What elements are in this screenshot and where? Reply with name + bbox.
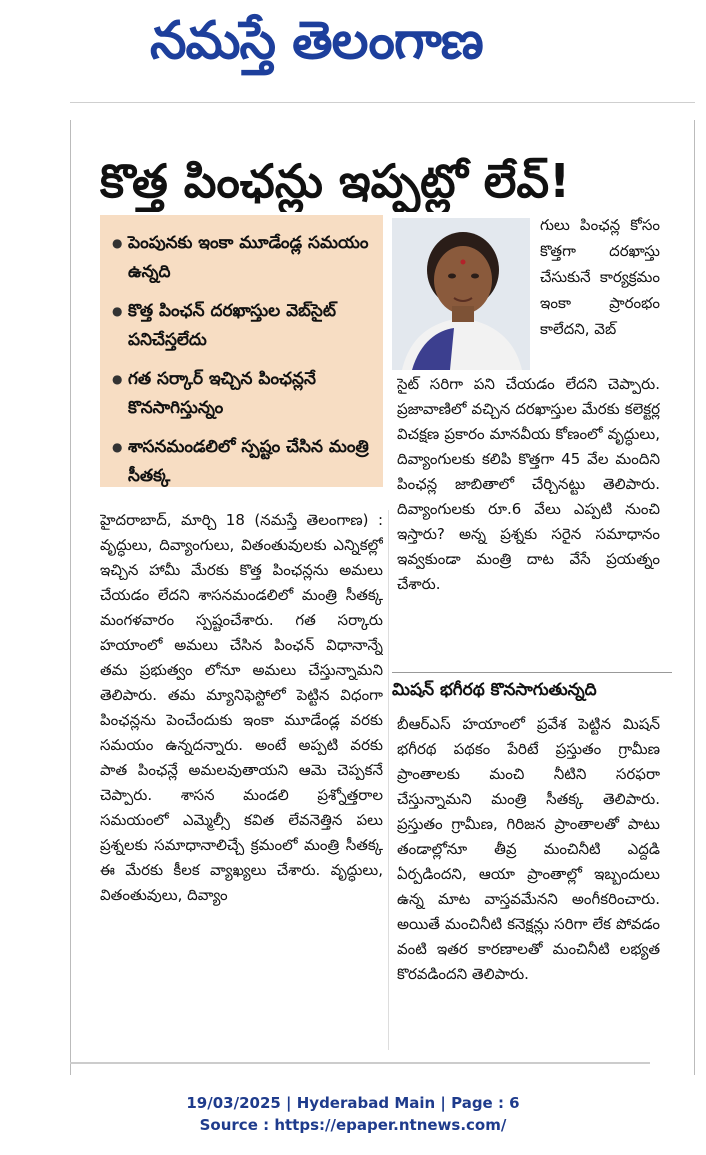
bullet-icon: ● — [112, 440, 123, 454]
bullet-icon: ● — [112, 304, 123, 318]
highlight-item — [112, 433, 373, 491]
highlight-item — [112, 297, 373, 355]
article-body-right-2: బీఆర్‌ఎస్‌ హయాంలో ప్రవేశ పెట్టిన మిషన్‌ భగీరథ పథకం పేరిటే ప్రస్తుతం గ్రామీణ ప్రాంతాలకు మంచి నీటిని సరఫరా చేస్తున్నామని మంత్రి సీతక్క తెలిపారు. ప్రస్తుతం గ్రామీణ, గిరిజన ప్రాంతాలతో పాటు తండాల్లోనూ తీవ్ర మంచినీటి ఎద్దడి ఏర్పడిందని, ఆయా ప్రాంతాల్లో ఇబ్బందులు ఉన్న మాట వాస్తవమేనని అంగీకరించారు. అయితే మంచినీటి కనెక్షన్లు సరిగా లేక పోవడం వంటి ఇతర కారణాలతో మంచినీటి లభ్యత కొరవడిందని తెలిపారు. — [397, 715, 660, 983]
footer-edition-info: 19/03/2025 | Hyderabad Main | Page : 6 — [186, 1094, 520, 1112]
bullet-icon: ● — [112, 372, 123, 386]
highlight-text: గత సర్కార్‌ ఇచ్చిన పింఛన్లనే కొనసాగిస్తున్నం — [128, 369, 316, 418]
masthead-title: నమస్తే తెలంగాణ — [150, 11, 483, 71]
highlight-item — [112, 365, 373, 423]
clip-border-left — [70, 120, 71, 1075]
article-headline: కొత్త పింఛన్లు ఇప్పట్లో లేవ్‌! — [100, 154, 571, 208]
footer-source: Source : https://epaper.ntnews.com/ — [199, 1116, 507, 1134]
article-subheading: మిషన్‌ భగీరథ కొనసాగుతున్నది — [392, 680, 597, 700]
clip-border-right — [694, 120, 695, 1075]
highlight-text: కొత్త పింఛన్‌ దరఖాస్తుల వెబ్‌సైట్‌ పనిచేస్తలేదు — [128, 301, 336, 350]
column-divider — [388, 510, 389, 1050]
masthead-divider — [70, 102, 695, 103]
clip-border-bottom — [70, 1062, 650, 1064]
article-body-wrap: గులు పింఛన్ల కోసం కొత్తగా దరఖాస్తు చేసుకునే కార్యక్రమం ఇంకా ప్రారంభం కాలేదని, వెబ్‌ — [540, 216, 660, 338]
article-body-right: సైట్‌ సరిగా పని చేయడం లేదని చెప్పారు. ప్రజావాణిలో వచ్చిన దరఖాస్తుల మేరకు కలెక్టర్ల విచక్షణ ప్రకారం మానవీయ కోణంలో వృద్ధులు, దివ్యాంగులకు కలిపి కొత్తగా 45 వేల మందిని పింఛన్ల జాబితాలో చేర్చినట్టు తెలిపారు. దివ్యాంగులకు రూ.6 వేలు ఎప్పటి నుంచి ఇస్తారు? అన్న ప్రశ్నకు సరైన సమాధానం ఇవ్వకుండా మంత్రి దాట వేసే ప్రయత్నం చేశారు. — [397, 375, 660, 593]
bullet-icon: ● — [112, 236, 123, 250]
article-body-left: హైదరాబాద్‌, మార్చి 18 (నమస్తే తెలంగాణ) : వృద్ధులు, దివ్యాంగులు, వితంతువులకు ఎన్నికల్లో ఇచ్చిన హామీ మేరకు కొత్త పింఛన్లను అమలు చేయడం లేదని శాసనమండలిలో మంత్రి సీతక్క మంగళవారం స్పష్టంచేశారు. గత సర్కారు హయాంలో అమలు చేసిన పింఛన్‌ విధానాన్నే తమ ప్రభుత్వం లోనూ అమలు చేస్తున్నామని తెలిపారు. తమ మ్యానిఫెస్టోలో పెట్టిన విధంగా పింఛన్లను పెంచేందుకు ఇంకా మూడేండ్ల వరకు సమయం ఉన్నదన్నారు. అంటే అప్పటి వరకు పాత పింఛన్లే అమలవుతాయని ఆమె చెప్పకనే చెప్పారు. శాసన మండలి ప్రశ్నోత్తరాల సమయంలో ఎమ్మెల్సీ కవిత లేవనెత్తిన పలు ప్రశ్నలకు సమాధానాలిచ్చే క్రమంలో మంత్రి సీతక్క ఈ మేరకు కీలక వ్యాఖ్యలు చేశారు. వృద్ధులు, వితంతువులు, దివ్యాం — [100, 511, 383, 904]
highlight-text: పెంపునకు ఇంకా మూడేండ్ల సమయం ఉన్నది — [128, 233, 369, 282]
highlight-item — [112, 229, 373, 287]
portrait-illustration — [392, 218, 530, 370]
highlight-text: శాసనమండలిలో స్పష్టం చేసిన మంత్రి సీతక్క — [128, 437, 369, 486]
minister-photo — [392, 218, 530, 370]
subheading-rule — [392, 672, 672, 673]
highlights-box — [100, 215, 383, 487]
